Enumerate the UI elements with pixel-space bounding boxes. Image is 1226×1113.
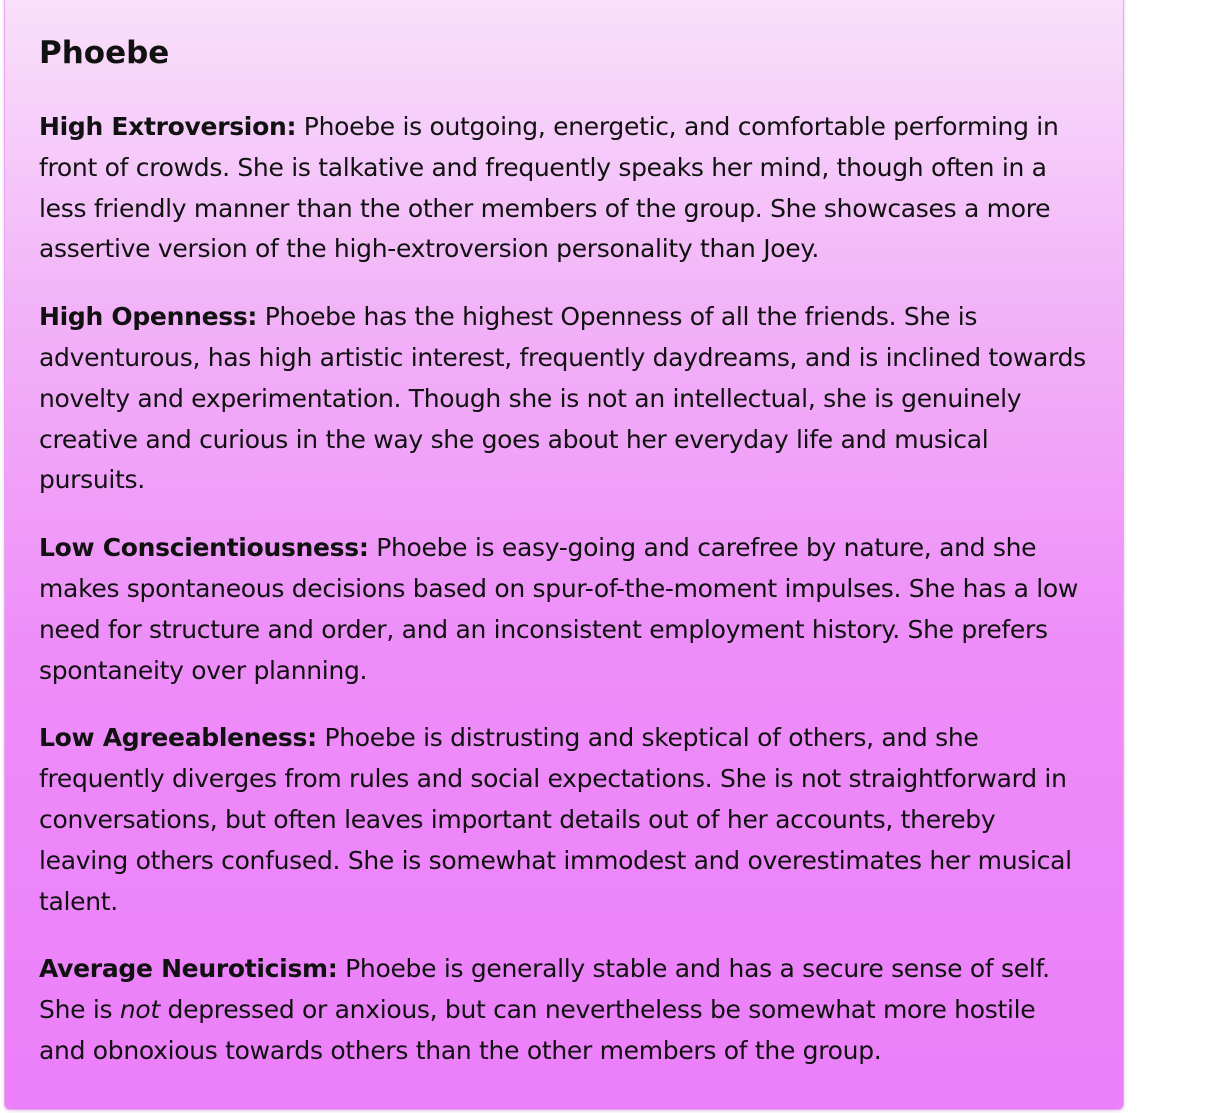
personality-card <box>4 0 1124 1110</box>
trait-description: Phoebe is outgoing, energetic, and comfortable performing in front of crowds. She is talkative and frequently speaks her mind, though often in a less friendly manner than the other members of the group. She showcases a more assertive version of the high-extroversion personality than Joey. <box>39 112 1059 264</box>
trait-label: Average Neuroticism: <box>39 954 338 984</box>
trait-extroversion <box>39 107 1089 270</box>
trait-neuroticism <box>39 949 1089 1071</box>
trait-description-before: Phoebe is generally stable and has a secure sense of self. She is <box>39 954 1050 1025</box>
trait-description-after: depressed or anxious, but can nevertheless be somewhat more hostile and obnoxious towards others than the other members of the group. <box>39 995 1036 1065</box>
trait-description: Phoebe is distrusting and skeptical of others, and she frequently diverges from rules and social expectations. She is not straightforward in conversations, but often leaves important details out of her accounts, thereby leaving others confused. She is somewhat immodest and overestimates her musical talent. <box>39 723 1072 916</box>
trait-description: Phoebe has the highest Openness of all the friends. She is adventurous, has high artistic interest, frequently daydreams, and is inclined towards novelty and experimentation. Though she is not an intellectual, she is genuinely creative and curious in the way she goes about her everyday life and musical pursuits. <box>39 302 1086 495</box>
trait-label: Low Agreeableness: <box>39 723 317 753</box>
trait-conscientiousness <box>39 528 1089 691</box>
trait-description: Phoebe is easy-going and carefree by nature, and she makes spontaneous decisions based on spur-of-the-moment impulses. She has a low need for structure and order, and an inconsistent employment history. She prefers spontaneity over planning. <box>39 533 1079 685</box>
trait-openness <box>39 297 1089 501</box>
trait-label: High Openness: <box>39 302 258 332</box>
card-title: Phoebe <box>39 35 170 71</box>
trait-label: Low Conscientiousness: <box>39 533 369 563</box>
trait-agreeableness <box>39 718 1089 922</box>
trait-label: High Extroversion: <box>39 112 297 141</box>
trait-description-emphasis: not <box>119 995 160 1025</box>
